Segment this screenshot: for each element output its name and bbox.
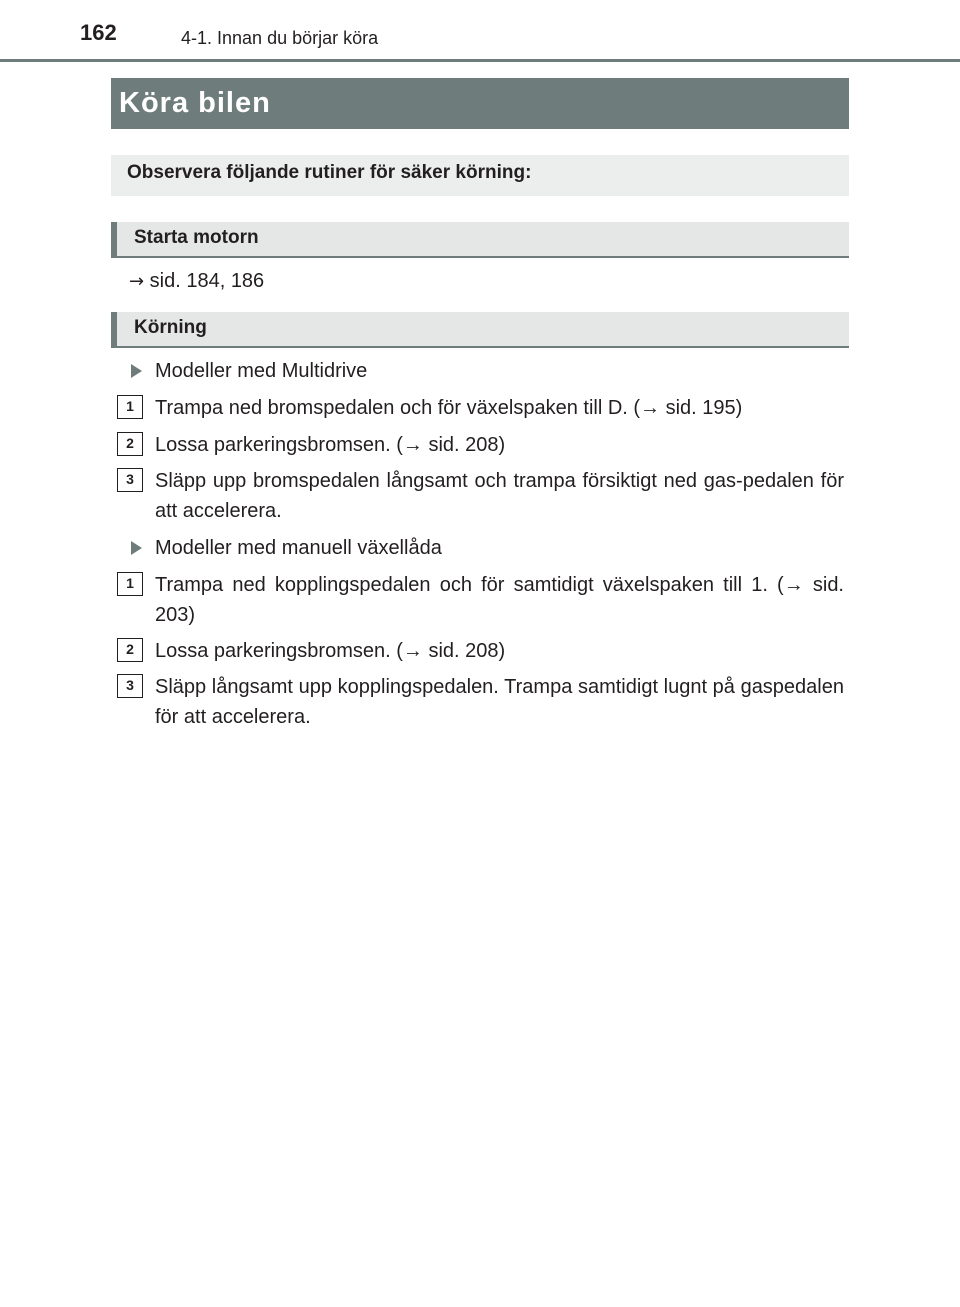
section-heading-start: Starta motorn <box>111 222 849 258</box>
header-divider <box>0 59 960 62</box>
model-label-text: Modeller med manuell växellåda <box>155 537 442 559</box>
chapter-title: 4-1. Innan du börjar köra <box>181 28 379 48</box>
step-number-badge: 2 <box>117 432 143 456</box>
triangle-bullet-icon <box>131 541 142 555</box>
step-text: Släpp långsamt upp kopplingspedalen. Trampa samtidigt lugnt på gaspedalen för att accelerera. <box>155 676 844 728</box>
step-text: Trampa ned bromspedalen och för växelspaken till D. (→ sid. 195) <box>155 397 743 419</box>
step-text: Trampa ned kopplingspedalen och för samtidigt växelspaken till 1. (→ sid. 203) <box>155 574 844 626</box>
step-text: Släpp upp bromspedalen långsamt och trampa försiktigt ned gas-pedalen för att accelerera. <box>155 470 844 522</box>
step-number-badge: 1 <box>117 395 143 419</box>
arrow-icon: → <box>129 271 145 292</box>
step-text: Lossa parkeringsbromsen. (→ sid. 208) <box>155 434 506 456</box>
step-text: Lossa parkeringsbromsen. (→ sid. 208) <box>155 640 506 662</box>
model-label-multidrive <box>131 356 367 386</box>
step-number-badge: 2 <box>117 638 143 662</box>
step-number-badge: 3 <box>117 468 143 492</box>
step-number-badge: 3 <box>117 674 143 698</box>
step-number-badge: 1 <box>117 572 143 596</box>
page-number: 162 <box>80 20 117 45</box>
model-label-manual <box>131 533 442 563</box>
section-heading-driving: Körning <box>111 312 849 348</box>
reference-link[interactable]: sid. 184, 186 <box>144 270 265 292</box>
triangle-bullet-icon <box>131 364 142 378</box>
intro-box: Observera följande rutiner för säker körning: <box>111 155 849 196</box>
model-label-text: Modeller med Multidrive <box>155 360 368 382</box>
start-reference <box>129 266 264 297</box>
page-title: Köra bilen <box>111 78 849 129</box>
